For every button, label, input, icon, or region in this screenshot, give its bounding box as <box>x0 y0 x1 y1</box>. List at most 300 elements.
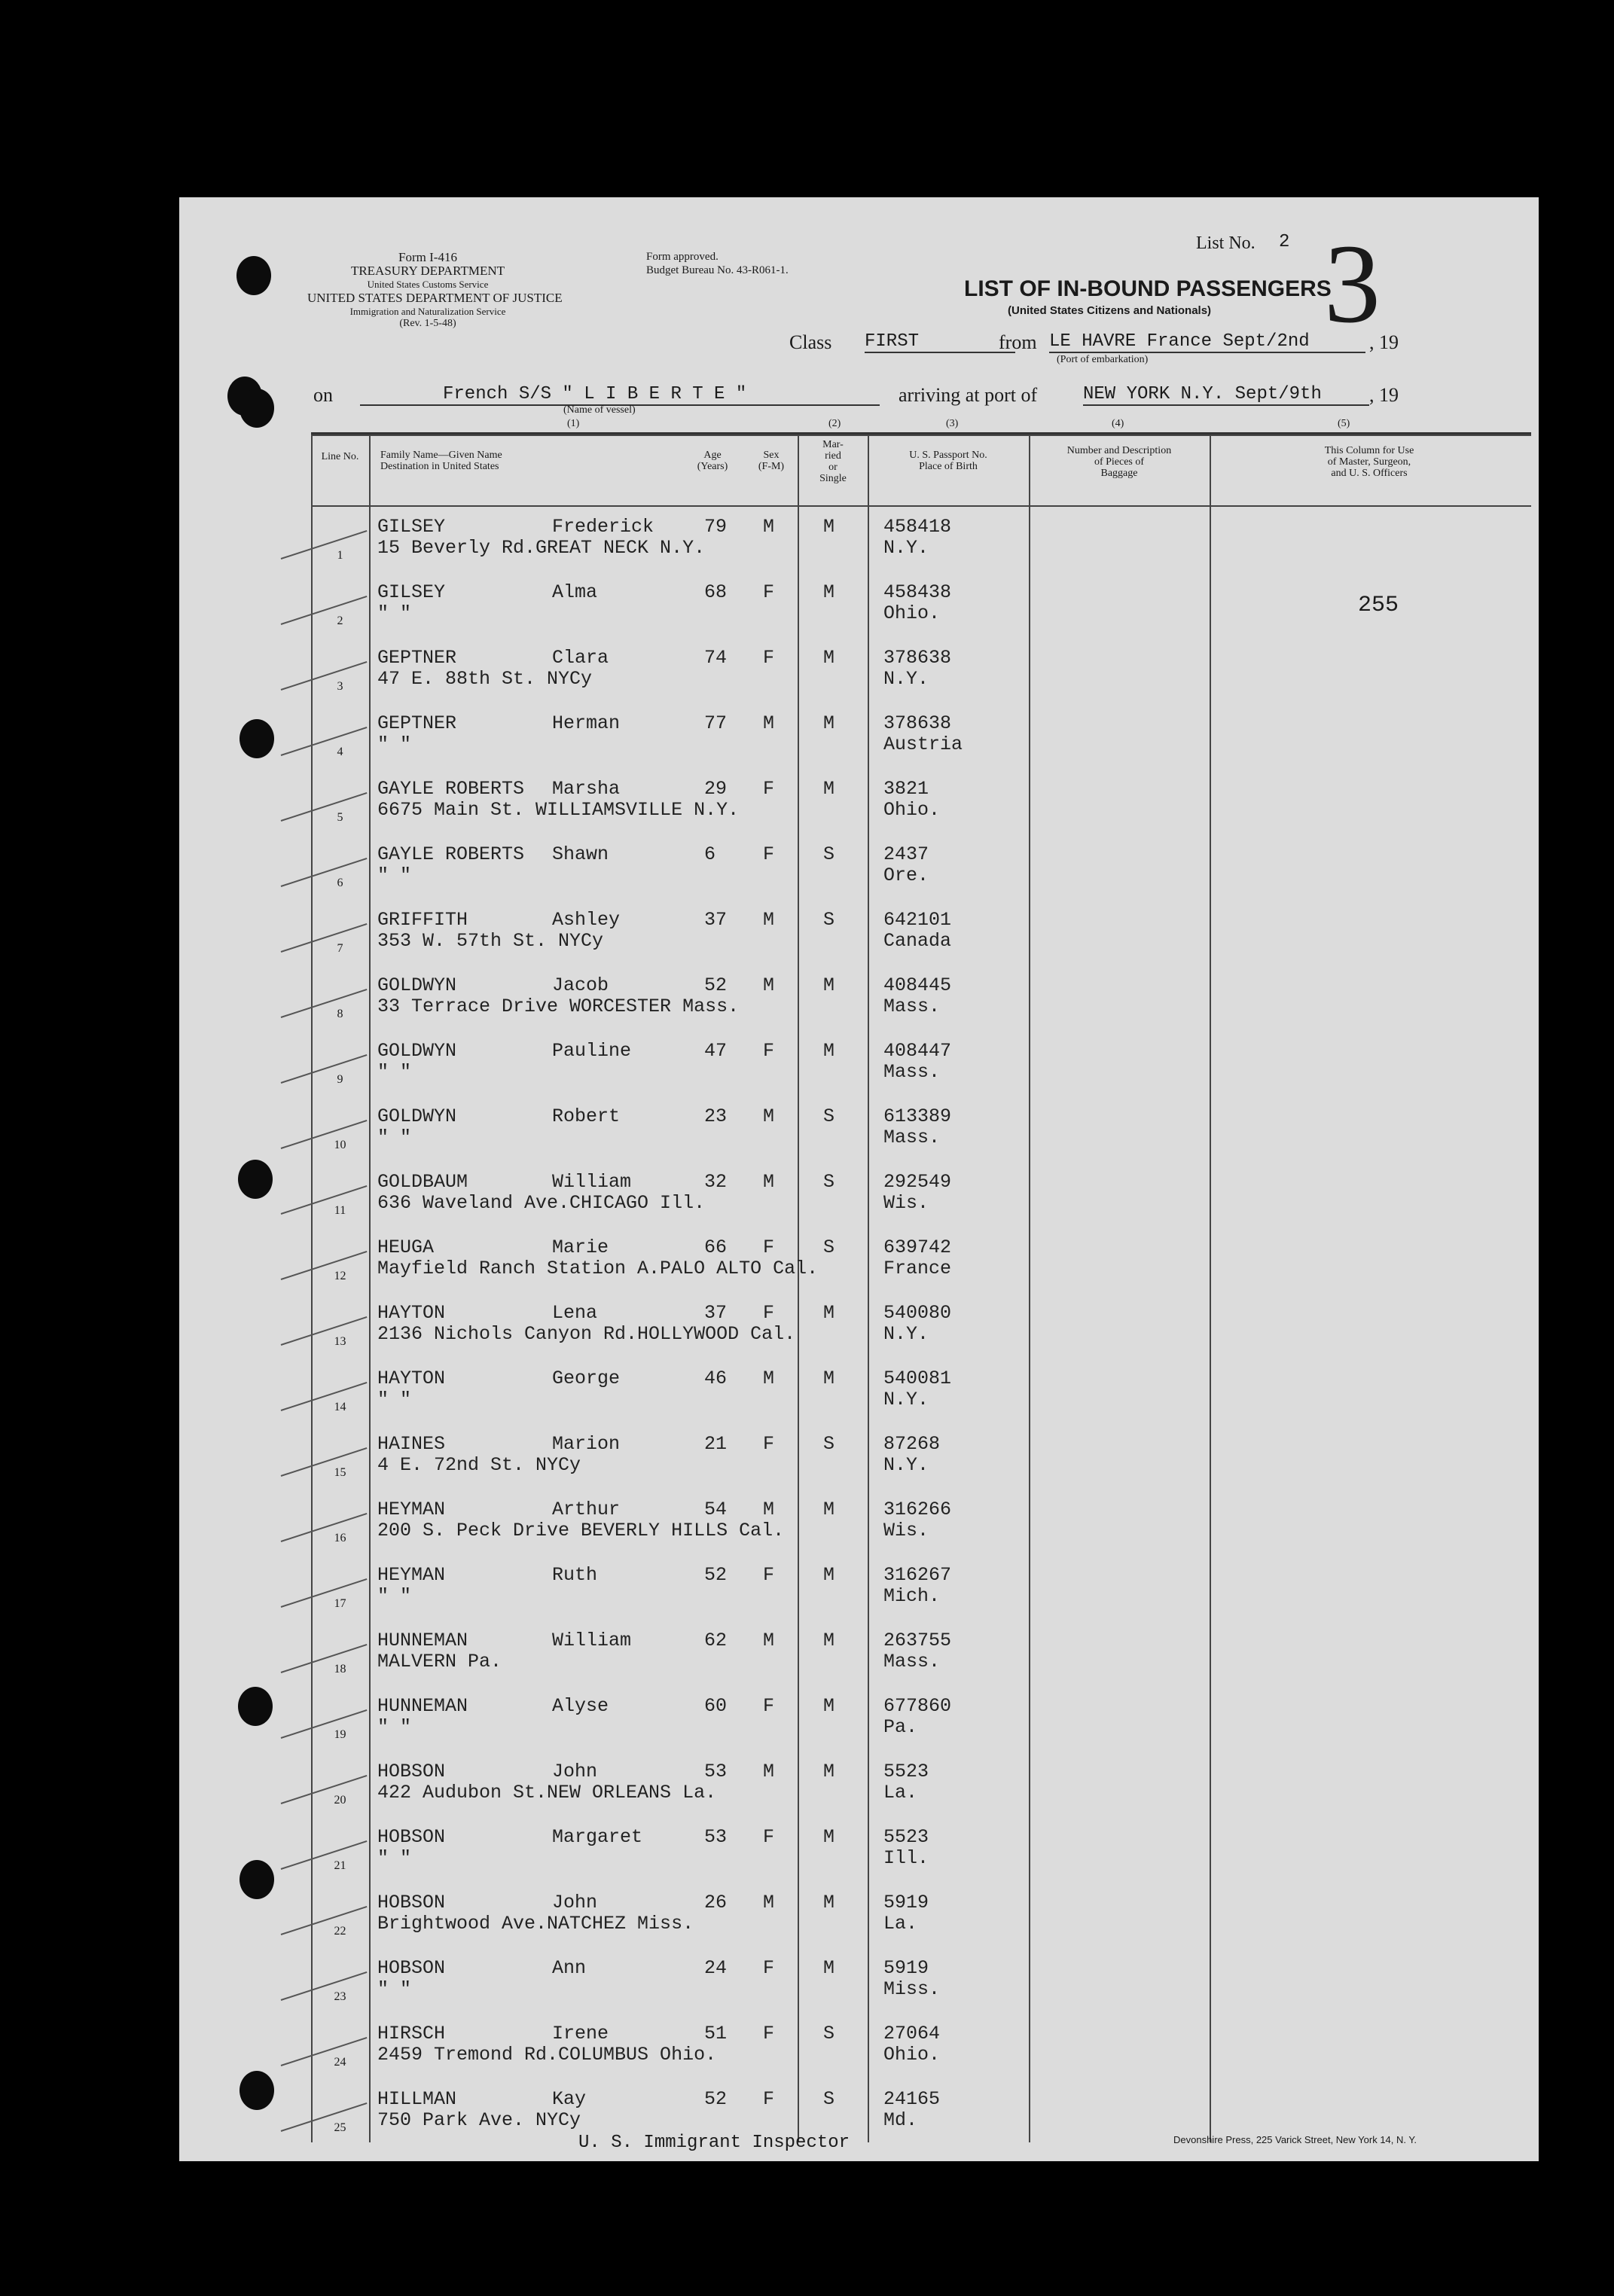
place-of-birth: Austria <box>883 733 963 755</box>
passport-number: 5523 <box>883 1826 929 1848</box>
sex: M <box>763 1892 775 1913</box>
given-name: Ashley <box>552 909 621 931</box>
given-name: Marie <box>552 1236 609 1258</box>
family-name: HEYMAN <box>377 1564 446 1586</box>
vessel-name: French S/S " L I B E R T E " <box>360 384 880 406</box>
sex: F <box>763 1957 775 1979</box>
family-name: GAYLE ROBERTS <box>377 843 525 865</box>
place-of-birth: Ohio. <box>883 799 941 821</box>
line-number: 15 <box>334 1466 346 1479</box>
age: 52 <box>704 1564 728 1586</box>
passport-number: 458438 <box>883 581 952 603</box>
given-name: Marsha <box>552 778 621 800</box>
destination: 353 W. 57th St. NYCy <box>377 930 604 952</box>
passport-number: 5919 <box>883 1892 929 1913</box>
passport-number: 316266 <box>883 1499 952 1520</box>
destination: 2459 Tremond Rd.COLUMBUS Ohio. <box>377 2044 717 2066</box>
family-name: HUNNEMAN <box>377 1630 468 1651</box>
marital-status: S <box>823 843 835 865</box>
table-row <box>311 1750 1531 1816</box>
age: 52 <box>704 974 728 996</box>
age: 79 <box>704 516 728 538</box>
destination: 15 Beverly Rd.GREAT NECK N.Y. <box>377 537 706 559</box>
sex: F <box>763 647 775 669</box>
marital-status: S <box>823 909 835 931</box>
marital-status: M <box>823 778 835 800</box>
passport-number: 27064 <box>883 2023 941 2044</box>
marital-status: S <box>823 2023 835 2044</box>
place-of-birth: Ohio. <box>883 2044 941 2066</box>
year-suffix-1: , 19 <box>1369 331 1399 353</box>
line-number: 23 <box>334 1990 346 2003</box>
given-name: Ruth <box>552 1564 598 1586</box>
col-header-age: Age (Years) <box>697 450 728 472</box>
sex: F <box>763 1433 775 1455</box>
place-of-birth: Ore. <box>883 864 929 886</box>
place-of-birth: Wis. <box>883 1192 929 1214</box>
line-number: 6 <box>337 877 343 889</box>
line-number: 9 <box>337 1073 343 1086</box>
age: 60 <box>704 1695 728 1717</box>
sex: M <box>763 1171 775 1193</box>
line-number: 7 <box>337 942 343 955</box>
age: 46 <box>704 1368 728 1389</box>
place-of-birth: Mass. <box>883 1651 941 1672</box>
given-name: William <box>552 1630 632 1651</box>
passport-number: 378638 <box>883 647 952 669</box>
sex: F <box>763 1302 775 1324</box>
printer-imprint: Devonshire Press, 225 Varick Street, New York 14, N. Y. <box>1173 2134 1417 2145</box>
col-header-line: Line No. <box>321 451 359 462</box>
family-name: HUNNEMAN <box>377 1695 468 1717</box>
col-num-3: (3) <box>946 418 959 429</box>
destination: " " <box>377 1847 412 1869</box>
punch-hole <box>240 1860 274 1899</box>
passport-number: 292549 <box>883 1171 952 1193</box>
age: 6 <box>704 843 716 865</box>
destination: " " <box>377 1585 412 1607</box>
line-number: 16 <box>334 1532 346 1544</box>
punch-hole <box>240 2071 274 2110</box>
line-number: 25 <box>334 2121 346 2134</box>
family-name: GILSEY <box>377 516 446 538</box>
punch-hole <box>236 256 271 295</box>
destination: Mayfield Ranch Station A.PALO ALTO Cal. <box>377 1258 819 1279</box>
place-of-birth: Mass. <box>883 1127 941 1148</box>
col-header-sex: Sex (F-M) <box>758 450 785 472</box>
family-name: GOLDWYN <box>377 1040 457 1062</box>
inspector-label: U. S. Immigrant Inspector <box>578 2133 850 2153</box>
table-row <box>311 1685 1531 1750</box>
marital-status: M <box>823 1564 835 1586</box>
given-name: Margaret <box>552 1826 643 1848</box>
passport-number: 2437 <box>883 843 929 865</box>
age: 62 <box>704 1630 728 1651</box>
dept-treasury-sub: United States Customs Service <box>367 279 489 290</box>
family-name: GEPTNER <box>377 647 457 669</box>
given-name: Pauline <box>552 1040 632 1062</box>
given-name: Irene <box>552 2023 609 2044</box>
sex: M <box>763 974 775 996</box>
family-name: GOLDWYN <box>377 974 457 996</box>
line-number: 17 <box>334 1597 346 1610</box>
sex: F <box>763 1040 775 1062</box>
col-num-5: (5) <box>1338 418 1350 429</box>
line-number: 10 <box>334 1139 346 1151</box>
age: 53 <box>704 1826 728 1848</box>
place-of-birth: Ill. <box>883 1847 929 1869</box>
passport-number: 5919 <box>883 1957 929 1979</box>
family-name: GILSEY <box>377 581 446 603</box>
destination: 2136 Nichols Canyon Rd.HOLLYWOOD Cal. <box>377 1323 796 1345</box>
passport-number: 263755 <box>883 1630 952 1651</box>
place-of-birth: Canada <box>883 930 952 952</box>
place-of-birth: N.Y. <box>883 1454 929 1476</box>
embark-caption: (Port of embarkation) <box>1057 354 1149 365</box>
destination: " " <box>377 1978 412 2000</box>
passport-number: 458418 <box>883 516 952 538</box>
age: 37 <box>704 909 728 931</box>
sex: M <box>763 1368 775 1389</box>
destination: " " <box>377 1127 412 1148</box>
given-name: Shawn <box>552 843 609 865</box>
class-label: Class <box>789 331 832 353</box>
document-title: LIST OF IN-BOUND PASSENGERS <box>964 276 1332 301</box>
place-of-birth: Miss. <box>883 1978 941 2000</box>
destination: " " <box>377 733 412 755</box>
passenger-rows <box>311 505 1531 2142</box>
place-of-birth: Pa. <box>883 1716 918 1738</box>
destination: 200 S. Peck Drive BEVERLY HILLS Cal. <box>377 1520 785 1541</box>
table-row <box>311 1226 1531 1291</box>
passport-number: 677860 <box>883 1695 952 1717</box>
passport-number: 3821 <box>883 778 929 800</box>
punch-hole <box>238 1687 273 1726</box>
list-no-typed: 2 <box>1279 232 1290 252</box>
passport-number: 642101 <box>883 909 952 931</box>
destination: 4 E. 72nd St. NYCy <box>377 1454 581 1476</box>
given-name: Arthur <box>552 1499 621 1520</box>
budget-bureau: Budget Bureau No. 43-R061-1. <box>646 264 789 276</box>
passport-number: 316267 <box>883 1564 952 1586</box>
marital-status: M <box>823 1630 835 1651</box>
sex: M <box>763 1105 775 1127</box>
given-name: Lena <box>552 1302 598 1324</box>
table-row <box>311 1488 1531 1554</box>
family-name: HIRSCH <box>377 2023 446 2044</box>
age: 32 <box>704 1171 728 1193</box>
destination: 750 Park Ave. NYCy <box>377 2109 581 2131</box>
sex: F <box>763 778 775 800</box>
marital-status: M <box>823 1892 835 1913</box>
table-row <box>311 1554 1531 1619</box>
age: 21 <box>704 1433 728 1455</box>
sex: M <box>763 1630 775 1651</box>
vessel-caption: (Name of vessel) <box>563 404 636 416</box>
line-number: 18 <box>334 1663 346 1676</box>
marital-status: M <box>823 1826 835 1848</box>
line-number: 5 <box>337 811 343 824</box>
given-name: Ann <box>552 1957 587 1979</box>
sex: F <box>763 1564 775 1586</box>
on-label: on <box>313 384 333 406</box>
place-of-birth: N.Y. <box>883 1389 929 1410</box>
family-name: HOBSON <box>377 1957 446 1979</box>
form-number: Form I-416 <box>398 250 457 264</box>
destination: 636 Waveland Ave.CHICAGO Ill. <box>377 1192 706 1214</box>
punch-hole <box>240 719 274 758</box>
table-row <box>311 2078 1531 2143</box>
place-of-birth: Wis. <box>883 1520 929 1541</box>
given-name: Robert <box>552 1105 621 1127</box>
age: 37 <box>704 1302 728 1324</box>
destination: " " <box>377 864 412 886</box>
table-row <box>311 2012 1531 2078</box>
revision: (Rev. 1-5-48) <box>399 318 456 329</box>
given-name: Clara <box>552 647 609 669</box>
passport-number: 613389 <box>883 1105 952 1127</box>
age: 47 <box>704 1040 728 1062</box>
form-approved: Form approved. <box>646 251 719 263</box>
given-name: John <box>552 1892 598 1913</box>
family-name: HILLMAN <box>377 2088 457 2110</box>
age: 26 <box>704 1892 728 1913</box>
family-name: HAINES <box>377 1433 446 1455</box>
given-name: Alma <box>552 581 598 603</box>
destination: " " <box>377 602 412 624</box>
arrival-port: NEW YORK N.Y. Sept/9th <box>1083 384 1369 406</box>
class-value: FIRST <box>865 331 1015 353</box>
passport-number: 408447 <box>883 1040 952 1062</box>
line-number: 24 <box>334 2056 346 2069</box>
passenger-table <box>311 432 1531 2142</box>
table-row <box>311 702 1531 767</box>
age: 23 <box>704 1105 728 1127</box>
dept-treasury: TREASURY DEPARTMENT <box>350 264 505 278</box>
family-name: GAYLE ROBERTS <box>377 778 525 800</box>
age: 51 <box>704 2023 728 2044</box>
passport-number: 5523 <box>883 1761 929 1782</box>
family-name: HOBSON <box>377 1826 446 1848</box>
sex: M <box>763 909 775 931</box>
place-of-birth: Mass. <box>883 996 941 1017</box>
col-header-married: Mar- ried or Single <box>819 439 847 484</box>
passport-number: 639742 <box>883 1236 952 1258</box>
place-of-birth: La. <box>883 1782 918 1804</box>
marital-status: M <box>823 712 835 734</box>
col-num-1: (1) <box>567 418 580 429</box>
col-header-officers: This Column for Use of Master, Surgeon, and U. S. Officers <box>1324 445 1414 479</box>
place-of-birth: France <box>883 1258 952 1279</box>
age: 66 <box>704 1236 728 1258</box>
arriving-label: arriving at port of <box>899 384 1038 406</box>
table-row <box>311 636 1531 702</box>
age: 74 <box>704 647 728 669</box>
col-num-4: (4) <box>1112 418 1124 429</box>
port-of-embarkation: LE HAVRE France Sept/2nd <box>1049 331 1365 353</box>
marital-status: M <box>823 1040 835 1062</box>
sex: F <box>763 1826 775 1848</box>
line-number: 12 <box>334 1270 346 1282</box>
marital-status: S <box>823 1171 835 1193</box>
family-name: HOBSON <box>377 1761 446 1782</box>
given-name: Frederick <box>552 516 654 538</box>
year-suffix-2: , 19 <box>1369 384 1399 406</box>
marital-status: M <box>823 581 835 603</box>
age: 77 <box>704 712 728 734</box>
sex: M <box>763 516 775 538</box>
family-name: HOBSON <box>377 1892 446 1913</box>
table-row <box>311 833 1531 898</box>
destination: MALVERN Pa. <box>377 1651 502 1672</box>
line-number: 13 <box>334 1335 346 1348</box>
from-label: from <box>999 331 1037 353</box>
sex: F <box>763 2088 775 2110</box>
line-number: 20 <box>334 1794 346 1807</box>
line-number: 11 <box>334 1204 346 1217</box>
marital-status: M <box>823 1499 835 1520</box>
table-row <box>311 964 1531 1029</box>
table-row <box>311 1095 1531 1160</box>
col-header-name: Family Name—Given Name Destination in United States <box>380 450 502 472</box>
age: 53 <box>704 1761 728 1782</box>
family-name: HAYTON <box>377 1368 446 1389</box>
given-name: William <box>552 1171 632 1193</box>
sex: F <box>763 1236 775 1258</box>
officer-note: 255 <box>1358 593 1399 618</box>
marital-status: M <box>823 974 835 996</box>
table-row <box>311 1357 1531 1422</box>
destination: " " <box>377 1716 412 1738</box>
col-num-2: (2) <box>828 418 841 429</box>
table-row <box>311 1160 1531 1226</box>
passport-number: 87268 <box>883 1433 941 1455</box>
marital-status: S <box>823 1433 835 1455</box>
destination: " " <box>377 1061 412 1083</box>
line-number: 2 <box>337 614 343 627</box>
given-name: Alyse <box>552 1695 609 1717</box>
family-name: GOLDWYN <box>377 1105 457 1127</box>
table-row <box>311 571 1531 636</box>
col-header-baggage: Number and Description of Pieces of Baggage <box>1066 445 1172 479</box>
marital-status: S <box>823 1105 835 1127</box>
destination: " " <box>377 1389 412 1410</box>
sex: F <box>763 2023 775 2044</box>
destination: 47 E. 88th St. NYCy <box>377 668 593 690</box>
sex: M <box>763 1761 775 1782</box>
family-name: GOLDBAUM <box>377 1171 468 1193</box>
age: 29 <box>704 778 728 800</box>
table-row <box>311 1422 1531 1488</box>
line-number: 4 <box>337 746 343 758</box>
table-row <box>311 1619 1531 1685</box>
dept-justice-sub: Immigration and Naturalization Service <box>349 306 506 317</box>
passport-number: 408445 <box>883 974 952 996</box>
place-of-birth: N.Y. <box>883 668 929 690</box>
marital-status: S <box>823 1236 835 1258</box>
list-no-label: List No. <box>1196 233 1256 253</box>
passport-number: 378638 <box>883 712 952 734</box>
place-of-birth: Mich. <box>883 1585 941 1607</box>
family-name: GRIFFITH <box>377 909 468 931</box>
table-row <box>311 505 1531 571</box>
given-name: Marion <box>552 1433 621 1455</box>
punch-hole <box>238 1160 273 1199</box>
line-number: 8 <box>337 1008 343 1020</box>
destination: 6675 Main St. WILLIAMSVILLE N.Y. <box>377 799 740 821</box>
age: 68 <box>704 581 728 603</box>
family-name: HEUGA <box>377 1236 435 1258</box>
table-row <box>311 1816 1531 1881</box>
destination: 422 Audubon St.NEW ORLEANS La. <box>377 1782 717 1804</box>
destination: 33 Terrace Drive WORCESTER Mass. <box>377 996 740 1017</box>
place-of-birth: N.Y. <box>883 537 929 559</box>
destination: Brightwood Ave.NATCHEZ Miss. <box>377 1913 694 1935</box>
marital-status: M <box>823 647 835 669</box>
age: 24 <box>704 1957 728 1979</box>
table-row <box>311 898 1531 964</box>
marital-status: M <box>823 1957 835 1979</box>
list-no-big: 3 <box>1324 221 1381 346</box>
sex: M <box>763 712 775 734</box>
age: 54 <box>704 1499 728 1520</box>
given-name: Jacob <box>552 974 609 996</box>
marital-status: M <box>823 1368 835 1389</box>
place-of-birth: Md. <box>883 2109 918 2131</box>
family-name: GEPTNER <box>377 712 457 734</box>
table-row <box>311 1029 1531 1095</box>
sex: F <box>763 1695 775 1717</box>
passport-number: 540081 <box>883 1368 952 1389</box>
marital-status: M <box>823 1761 835 1782</box>
marital-status: S <box>823 2088 835 2110</box>
line-number: 21 <box>334 1859 346 1872</box>
sex: F <box>763 581 775 603</box>
place-of-birth: N.Y. <box>883 1323 929 1345</box>
sex: F <box>763 843 775 865</box>
passport-number: 540080 <box>883 1302 952 1324</box>
line-number: 1 <box>337 549 343 562</box>
family-name: HAYTON <box>377 1302 446 1324</box>
line-number: 19 <box>334 1728 346 1741</box>
given-name: John <box>552 1761 598 1782</box>
document-subtitle: (United States Citizens and Nationals) <box>1008 304 1212 317</box>
table-row <box>311 1881 1531 1947</box>
marital-status: M <box>823 516 835 538</box>
line-number: 22 <box>334 1925 346 1938</box>
table-row <box>311 1947 1531 2012</box>
given-name: George <box>552 1368 621 1389</box>
given-name: Herman <box>552 712 621 734</box>
place-of-birth: La. <box>883 1913 918 1935</box>
family-name: HEYMAN <box>377 1499 446 1520</box>
passport-number: 24165 <box>883 2088 941 2110</box>
given-name: Kay <box>552 2088 587 2110</box>
line-number: 3 <box>337 680 343 693</box>
marital-status: M <box>823 1695 835 1717</box>
line-number: 14 <box>334 1401 346 1413</box>
marital-status: M <box>823 1302 835 1324</box>
dept-justice: UNITED STATES DEPARTMENT OF JUSTICE <box>307 291 563 305</box>
sex: M <box>763 1499 775 1520</box>
place-of-birth: Ohio. <box>883 602 941 624</box>
punch-hole <box>240 389 274 428</box>
col-header-passport: U. S. Passport No. Place of Birth <box>909 450 987 472</box>
table-row <box>311 767 1531 833</box>
age: 52 <box>704 2088 728 2110</box>
table-row <box>311 1291 1531 1357</box>
place-of-birth: Mass. <box>883 1061 941 1083</box>
